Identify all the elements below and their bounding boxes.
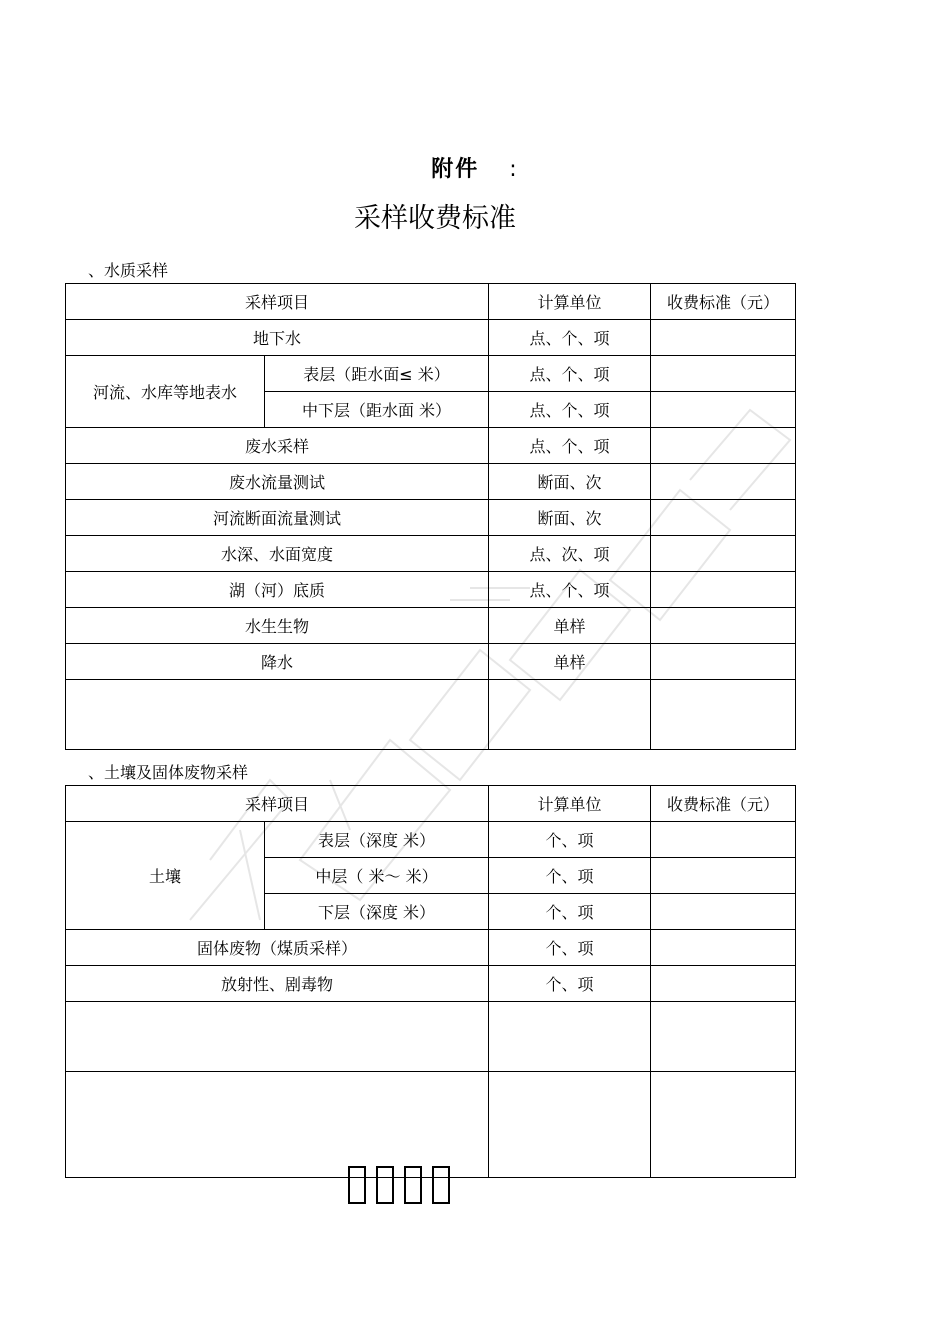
empty-row <box>66 680 796 750</box>
unit-cell: 单样 <box>489 644 651 680</box>
unit-cell: 断面、次 <box>489 500 651 536</box>
sampling-subitem: 表层（距水面≤ 米） <box>265 356 489 392</box>
fee-cell[interactable] <box>651 464 796 500</box>
placeholder-box <box>348 1166 366 1204</box>
column-header: 采样项目 <box>66 786 489 822</box>
unit-cell: 个、项 <box>489 966 651 1002</box>
section-heading-water: 、水质采样 <box>88 261 169 280</box>
fee-cell[interactable] <box>651 894 796 930</box>
empty-row <box>66 1002 796 1072</box>
table-row <box>66 356 796 392</box>
table-header-row <box>66 786 796 822</box>
placeholder-box <box>404 1166 422 1204</box>
sampling-item: 湖（河）底质 <box>66 572 489 608</box>
table-row <box>66 822 796 858</box>
empty-row <box>66 1072 796 1178</box>
attachment-label: 附件 <box>431 157 480 182</box>
empty-cell[interactable] <box>651 1072 796 1178</box>
water-sampling-table <box>65 283 796 750</box>
column-header: 采样项目 <box>66 284 489 320</box>
placeholder-glyph-boxes <box>348 1166 450 1204</box>
unit-cell: 点、次、项 <box>489 536 651 572</box>
attachment-heading <box>0 152 950 183</box>
sampling-item: 地下水 <box>66 320 489 356</box>
fee-cell[interactable] <box>651 572 796 608</box>
table-row <box>66 572 796 608</box>
attachment-colon: : <box>509 157 519 182</box>
table-row <box>66 500 796 536</box>
unit-cell: 个、项 <box>489 930 651 966</box>
fee-cell[interactable] <box>651 858 796 894</box>
sampling-item: 水深、水面宽度 <box>66 536 489 572</box>
unit-cell: 点、个、项 <box>489 356 651 392</box>
unit-cell: 断面、次 <box>489 464 651 500</box>
column-header: 收费标准（元） <box>651 786 796 822</box>
soil-sampling-table <box>65 785 796 1178</box>
unit-cell: 点、个、项 <box>489 392 651 428</box>
sampling-item: 固体废物（煤质采样） <box>66 930 489 966</box>
placeholder-box <box>432 1166 450 1204</box>
table-row <box>66 930 796 966</box>
table-row <box>66 464 796 500</box>
fee-cell[interactable] <box>651 608 796 644</box>
sampling-group: 土壤 <box>66 822 265 930</box>
empty-cell[interactable] <box>66 680 489 750</box>
column-header: 收费标准（元） <box>651 284 796 320</box>
table-row <box>66 966 796 1002</box>
fee-cell[interactable] <box>651 428 796 464</box>
unit-cell: 点、个、项 <box>489 428 651 464</box>
placeholder-box <box>376 1166 394 1204</box>
column-header: 计算单位 <box>489 284 651 320</box>
sampling-item: 放射性、剧毒物 <box>66 966 489 1002</box>
column-header: 计算单位 <box>489 786 651 822</box>
unit-cell: 个、项 <box>489 894 651 930</box>
fee-cell[interactable] <box>651 356 796 392</box>
document-title: 采样收费标准 <box>354 203 516 234</box>
fee-cell[interactable] <box>651 822 796 858</box>
fee-cell[interactable] <box>651 930 796 966</box>
sampling-group: 河流、水库等地表水 <box>66 356 265 428</box>
empty-cell[interactable] <box>651 680 796 750</box>
sampling-item: 降水 <box>66 644 489 680</box>
unit-cell: 点、个、项 <box>489 572 651 608</box>
table-row <box>66 536 796 572</box>
table-row <box>66 608 796 644</box>
table-row <box>66 428 796 464</box>
sampling-subitem: 下层（深度 米） <box>265 894 489 930</box>
empty-cell[interactable] <box>489 1002 651 1072</box>
sampling-item: 废水流量测试 <box>66 464 489 500</box>
sampling-subitem: 中层（ 米～ 米） <box>265 858 489 894</box>
unit-cell: 单样 <box>489 608 651 644</box>
empty-cell[interactable] <box>66 1072 489 1178</box>
fee-cell[interactable] <box>651 536 796 572</box>
fee-cell[interactable] <box>651 644 796 680</box>
fee-cell[interactable] <box>651 392 796 428</box>
fee-cell[interactable] <box>651 966 796 1002</box>
sampling-item: 废水采样 <box>66 428 489 464</box>
sampling-subitem: 中下层（距水面 米） <box>265 392 489 428</box>
empty-cell[interactable] <box>66 1002 489 1072</box>
empty-cell[interactable] <box>489 1072 651 1178</box>
empty-cell[interactable] <box>489 680 651 750</box>
sampling-subitem: 表层（深度 米） <box>265 822 489 858</box>
unit-cell: 个、项 <box>489 858 651 894</box>
sampling-item: 河流断面流量测试 <box>66 500 489 536</box>
unit-cell: 点、个、项 <box>489 320 651 356</box>
table-row <box>66 320 796 356</box>
section-heading-soil: 、土壤及固体废物采样 <box>88 763 249 782</box>
fee-cell[interactable] <box>651 320 796 356</box>
empty-cell[interactable] <box>651 1002 796 1072</box>
table-header-row <box>66 284 796 320</box>
table-row <box>66 644 796 680</box>
fee-cell[interactable] <box>651 500 796 536</box>
sampling-item: 水生生物 <box>66 608 489 644</box>
unit-cell: 个、项 <box>489 822 651 858</box>
